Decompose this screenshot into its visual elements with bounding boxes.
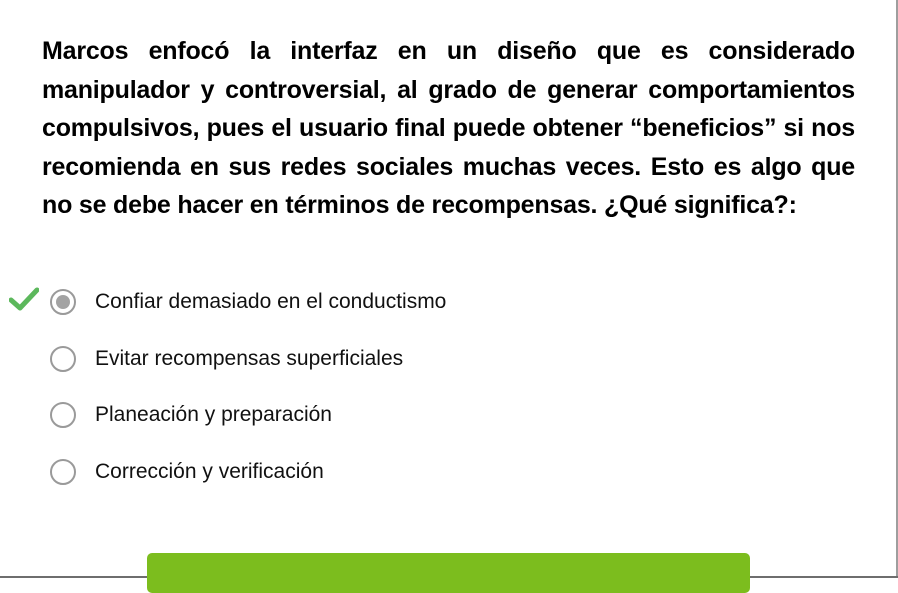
option-radio-1[interactable] (50, 289, 76, 315)
option-label-4[interactable]: Corrección y verificación (95, 459, 324, 483)
option-row-2[interactable] (0, 331, 898, 388)
option-radio-3[interactable] (50, 402, 76, 428)
question-text: Marcos enfocó la interfaz en un diseño que es considerado manipulador y controversial, al grado de generar comportamientos compulsivos, pues el usuario final puede obtener “beneficios” si nos recomienda en sus redes sociales muchas veces. Esto es algo que no se debe hacer en términos de recompensas. ¿Qué significa?: (42, 37, 855, 219)
option-label-1[interactable]: Confiar demasiado en el conductismo (95, 290, 447, 313)
option-row-3[interactable] (0, 387, 898, 444)
option-label-2[interactable]: Evitar recompensas superficiales (95, 346, 404, 370)
option-radio-4[interactable] (50, 459, 76, 485)
answer-options (0, 274, 898, 500)
option-row-1[interactable] (0, 274, 898, 331)
option-label-3[interactable]: Planeación y preparación (95, 403, 332, 426)
submit-button[interactable] (147, 553, 750, 593)
checkmark-icon (9, 287, 39, 311)
option-row-4[interactable] (0, 444, 898, 501)
option-radio-2[interactable] (50, 346, 76, 372)
